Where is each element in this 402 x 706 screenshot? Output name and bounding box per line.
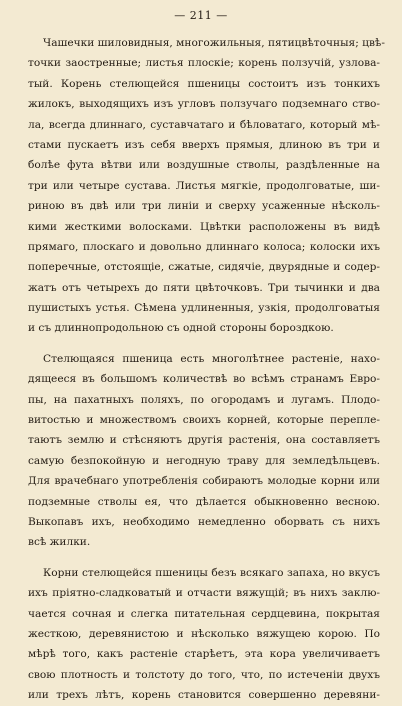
paragraph-gap <box>28 553 380 563</box>
text-line: чается сочная и слегка питательная сердцевина, покрытая <box>28 607 380 620</box>
text-line: таютъ землю и стѣсняютъ другія растенія, она составляетъ <box>28 434 380 447</box>
text-line: подземные стволы ея, что дѣлается обыкновенно весною. <box>28 495 380 508</box>
text-line: болѣе фута вѣтви или воздушные стволы, раздѣленные на <box>28 159 380 172</box>
text-line: пы, на пахатныхъ поляхъ, по огородамъ и лугамъ. Плодо- <box>28 393 380 406</box>
text-line: ла, всегда длиннаго, суставчатаго и бѣловатаго, который мѣ- <box>28 118 380 131</box>
text-line: самую безпокойную и негодную траву для земледѣльцевъ. <box>28 454 380 467</box>
text-line: Чашечки шиловидныя, многожильныя, пятицвѣточныя; цвѣ- <box>43 37 385 49</box>
page-number: — 211 — <box>174 9 228 22</box>
text-line: и съ длиннопродольною съ одной стороны бороздкою. <box>28 322 334 335</box>
paragraph-1 <box>28 33 385 339</box>
text-line: витостью и множествомъ своихъ корней, которые перепле- <box>28 414 380 427</box>
text-line: риною въ двѣ или три линіи и сверху усаженные нѣсколь- <box>28 200 380 213</box>
text-line: дящееся въ большомъ количествѣ во всѣмъ странамъ Евро- <box>28 373 380 386</box>
text-line: свою плотность и толстоту до того, что, по истеченіи двухъ <box>28 668 380 681</box>
text-line: кими жесткими волосками. Цвѣтки расположены въ видѣ <box>28 220 380 233</box>
text-line: жесткою, деревянистою и нѣсколько вяжущею корою. По <box>28 627 380 640</box>
text-line: Стелющаяся пшеница есть многолѣтнее растеніе, нахо- <box>43 352 380 365</box>
text-line: пушистыхъ устья. Сѣмена удлиненныя, узкія, продолговатыя <box>28 302 380 315</box>
text-line: мѣрѣ того, какъ растеніе старѣетъ, эта кора увеличиваетъ <box>28 648 380 661</box>
text-line: три или четыре сустава. Листья мягкіе, продолговатые, ши- <box>28 179 380 192</box>
text-line: прямаго, плоскаго и довольно длиннаго колоса; колоски ихъ <box>28 240 380 253</box>
text-line: или трехъ лѣтъ, корень становится совершенно деревяни- <box>28 689 380 702</box>
text-line: ихъ пріятно-сладковатый и отчасти вяжущій; въ нихъ заклю- <box>28 587 380 600</box>
text-line: Выкопавъ ихъ, необходимо немедленно оборвать съ нихъ <box>28 515 380 528</box>
text-line: тый. Корень стелющейся пшеницы состоитъ изъ тонкихъ <box>28 77 380 90</box>
text-line: стами пускаетъ изъ себя вверхъ прямыя, длиною въ три и <box>28 138 380 151</box>
text-line: Для врачебнаго употребленія собираютъ молодые корни или <box>28 475 380 488</box>
text-line: всѣ жилки. <box>28 536 91 549</box>
text-line: Корни стелющейся пшеницы безъ всякаго запаха, но вкусъ <box>43 566 380 579</box>
paragraph-gap <box>28 339 380 349</box>
paragraph-3 <box>28 563 380 706</box>
text-line: поперечные, отстоящіе, сжатые, сидячіе, двурядные и содер- <box>28 261 380 274</box>
text-line: жилокъ, выходящихъ изъ угловъ ползучаго подземнаго ство- <box>28 98 380 111</box>
paragraph-2 <box>28 349 380 553</box>
page-body <box>28 33 385 706</box>
text-line: жатъ отъ четырехъ до пяти цвѣточковъ. Три тычинки и два <box>28 281 380 294</box>
text-line: точки заостренные; листья плоскіе; корень ползучій, узлова- <box>28 57 380 70</box>
